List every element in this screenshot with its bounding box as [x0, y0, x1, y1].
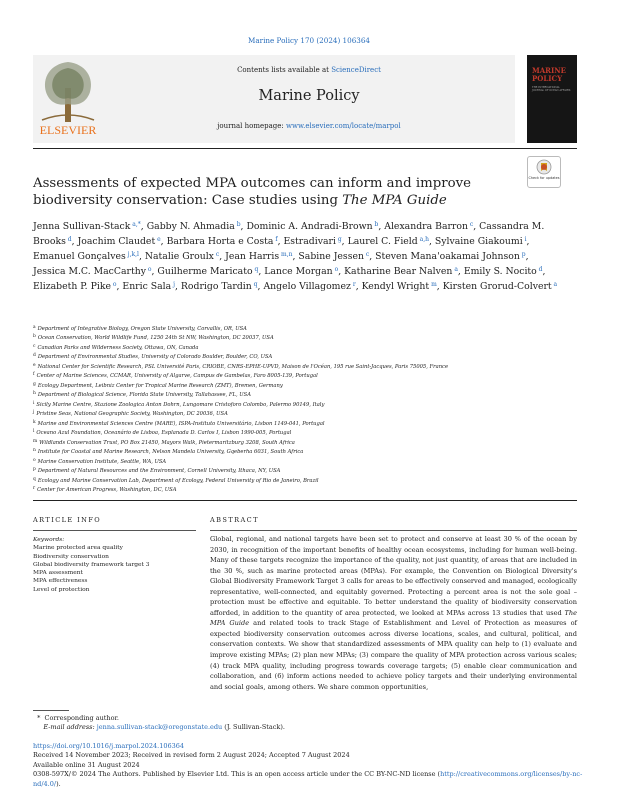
affiliation-label: o — [33, 457, 36, 463]
journal-homepage-line — [0, 122, 618, 130]
author-entry — [298, 251, 369, 262]
license-prefix: 0308-597X/© 2024 The Authors. Published by Elsevier Ltd. This is an open access article under the CC BY-NC-ND license ( — [33, 770, 441, 779]
affiliation-item — [33, 457, 578, 466]
author-affiliation-marker[interactable]: b — [234, 221, 241, 228]
author-affiliation-marker[interactable]: q — [251, 281, 258, 288]
affiliation-item — [33, 447, 578, 456]
author-name[interactable]: Katharine Bear Nalven — [344, 266, 453, 277]
author-name[interactable]: Jean Harris — [225, 251, 280, 262]
author-name[interactable]: Steven Mana'oakamai Johnson — [375, 251, 520, 262]
author-entry — [33, 281, 116, 292]
article-title-main: Assessments of expected MPA outcomes can inform and improve biodiversity conservation: Case studies using — [33, 176, 472, 208]
affiliation-item — [33, 419, 578, 428]
author-affiliation-marker[interactable]: f — [273, 236, 278, 243]
author-affiliation-marker[interactable]: a — [452, 266, 458, 273]
license-link[interactable]: http://creativecommons.org/licenses/by-nc-nd/4.0/ — [33, 770, 583, 788]
footnote-mark: * — [37, 714, 41, 722]
author-list: Jenna Sullivan-Stack $^{a,*}$, Gabby N. Ahmadia $^b$, Dominic A. Andradi-Brown $^b$, Alexandra Barron $^c$, Cassandra M. Brooks $^d$, Joachim Claudet $^e$, Barbara Horta e Costa $^f$, Estradivari $^g$, Laurel C. Field $^{a,h}$, Sylvaine Giakoumi $^i$, Emanuel Gonçalves $^{j,k,l}$, Natalie Groulx $^c$, Jean Harris $^{m,n}$, Sabine Jessen $^c$, Steven Mana'oakamai Johnson $^p$, Jessica M.C. MacCarthy $^o$, Guilherme Maricato $^q$, Lance Morgan $^o$, Katharine Bear Nalven $^a$, Emily S. Nocito $^d$, Elizabeth P. Pike $^o$, Enric Sala $^j$, Rodrigo Tardin $^q$, Angelo Villagomez $^r$, Kendyl Wright $^m$, Kirsten Grorud-Colvert $^a$ — [33, 221, 558, 292]
affiliation-item — [33, 485, 578, 494]
affiliation-text: Wildlands Conservation Trust, PO Box 21450, Mayors Walk, Pietermaritzburg 3208, South Africa — [39, 439, 295, 446]
affiliation-text: National Center for Scientific Research, PSL Université Paris, CRIOBE, CNRS-EPHE-UPVD, Maison de l'Océan, 195 rue Saint-Jacques, Paris 75005, France — [37, 363, 449, 370]
corresponding-label: Corresponding author. — [44, 714, 119, 722]
affiliation-item — [33, 352, 578, 361]
email-suffix: (J. Sullivan-Stack). — [224, 723, 285, 731]
author-name[interactable]: Sabine Jessen — [298, 251, 364, 262]
author-affiliation-marker[interactable]: m,n — [279, 251, 293, 258]
author-affiliation-marker[interactable]: q — [252, 266, 259, 273]
affiliation-label: d — [33, 353, 36, 359]
author-entry — [284, 236, 342, 247]
author-name[interactable]: Kirsten Grorud-Colvert — [442, 281, 552, 292]
affiliation-text: Sicily Marine Centre, Stazione Zoologica Anton Dohrn, Lungomare Cristoforo Colombo, Palermo 90149, Italy — [36, 401, 325, 408]
author-affiliation-marker[interactable]: d — [65, 236, 72, 243]
sciencedirect-link[interactable]: ScienceDirect — [331, 66, 381, 74]
corresponding-author-footnote — [33, 714, 433, 732]
email-label: E-mail address: — [43, 723, 95, 731]
author-affiliation-marker[interactable]: d — [536, 266, 543, 273]
author-entry — [464, 266, 543, 277]
author-affiliation-marker[interactable]: i — [522, 236, 527, 243]
author-entry — [225, 251, 292, 262]
author-entry — [33, 221, 141, 232]
affiliation-text: Department of Natural Resources and the Environment, Cornell University, Ithaca, NY, USA — [37, 468, 281, 475]
affiliation-text: Pristine Seas, National Geographic Society, Washington, DC 20036, USA — [36, 411, 228, 418]
author-entry — [375, 251, 525, 262]
author-entry — [167, 236, 278, 247]
corresponding-email-link[interactable]: jenna.sullivan-stack@oregonstate.edu — [96, 723, 223, 731]
keywords-block — [33, 536, 198, 594]
affiliation-label: q — [33, 476, 36, 482]
author-name[interactable]: Jessica M.C. MacCarthy — [33, 266, 146, 277]
contents-prefix: Contents lists available at — [237, 66, 332, 74]
keyword-item: MPA effectiveness — [33, 578, 88, 585]
author-affiliation-marker[interactable]: b — [372, 221, 379, 228]
author-entry — [435, 236, 527, 247]
abstract-part-2: and related tools to track Stage of Establishment and Level of Protection as measures of expected biodiversity conservation outcomes across diverse locations, scales, and cultural, political, and conservation contexts. We show that standardized assessments of MPA quality can help to (1) evaluate and improve existing MPAs; (2) plan new MPAs; (3) compare the quality of MPA protection across various scales; (4) track MPA quality, including progress towards coverage targets; (5) enable clear communication and collaboration, and (6) inform actions needed to achieve policy targets and their underlying environmental and social goals, among others. We share common opportunities, — [210, 619, 577, 691]
affiliation-text: Department of Integrative Biology, Oregon State University, Corvallis, OR, USA — [37, 326, 247, 332]
received-dates: Received 14 November 2023; Received in revised form 2 August 2024; Accepted 7 August 2024 — [33, 751, 350, 760]
affiliation-text: Center for American Progress, Washington, DC, USA — [37, 487, 177, 494]
affiliation-text: Marine and Environmental Sciences Centre (MARE), ISPA-Instituto Universitário, Lisbon 1149-041, Portugal — [37, 420, 325, 427]
author-affiliation-marker[interactable]: p — [519, 251, 526, 258]
author-entry — [362, 281, 437, 292]
article-info-heading: ARTICLE INFO — [33, 516, 102, 524]
author-name[interactable]: Enric Sala — [122, 281, 172, 292]
available-online-date: Available online 31 August 2024 — [33, 760, 140, 769]
article-title-italic: The MPA Guide — [342, 193, 447, 208]
affiliation-text: Institute for Coastal and Marine Research, Nelson Mandela University, Gqeberha 6031, South Africa — [37, 449, 304, 456]
affiliation-label: f — [33, 372, 35, 378]
author-name[interactable]: Kendyl Wright — [361, 281, 430, 292]
author-name[interactable]: Dominic A. Andradi-Brown — [246, 221, 373, 232]
affiliation-item — [33, 409, 578, 418]
affiliation-item — [33, 466, 578, 475]
doi-link[interactable]: https://doi.org/10.1016/j.marpol.2024.106364 — [33, 742, 185, 750]
author-entry — [78, 236, 161, 247]
affiliation-label: k — [33, 419, 36, 425]
affiliation-label: c — [33, 343, 36, 349]
affiliation-text: Ecology Department, Leibniz Center for Tropical Marine Research (ZMT), Bremen, Germany — [37, 382, 283, 389]
affiliation-item — [33, 428, 578, 437]
author-name[interactable]: Lance Morgan — [264, 266, 333, 277]
author-affiliation-marker[interactable]: a — [551, 281, 558, 288]
author-affiliation-marker[interactable]: o — [145, 266, 152, 273]
author-entry — [264, 266, 338, 277]
contents-available-line — [0, 66, 618, 74]
author-name[interactable]: Joachim Claudet — [77, 236, 156, 247]
author-name[interactable]: Guilherme Maricato — [157, 266, 253, 277]
article-title — [33, 175, 503, 209]
affiliation-text: Canadian Parks and Wilderness Society, Ottawa, ON, Canada — [37, 344, 199, 351]
abstract-italic-1: The MPA Guide — [210, 608, 577, 628]
affiliation-item — [33, 381, 578, 390]
affiliation-label: e — [33, 362, 36, 368]
author-affiliation-marker[interactable]: e — [155, 236, 161, 243]
affiliation-text: Ocean Conservation, World Wildlife Fund, 1250 24th St NW, Washington, DC 20037, USA — [37, 335, 274, 342]
keyword-item: Level of protection — [33, 586, 90, 593]
abstract-heading: ABSTRACT — [210, 516, 259, 524]
author-affiliation-marker[interactable]: a,* — [130, 221, 141, 228]
affiliation-item — [33, 362, 578, 371]
affiliation-item — [33, 333, 578, 342]
author-affiliation-marker[interactable]: o — [332, 266, 339, 273]
author-entry — [443, 281, 557, 292]
abstract-text — [210, 534, 577, 692]
affiliation-item — [33, 400, 578, 409]
keywords-label: Keywords: — [33, 537, 65, 543]
author-name[interactable]: Angelo Villagomez — [263, 281, 351, 292]
author-entry — [157, 266, 258, 277]
author-name[interactable]: Gabby N. Ahmadia — [146, 221, 235, 232]
keyword-item: Global biodiversity framework target 3 — [33, 561, 150, 568]
affiliation-text: Center of Marine Sciences, CCMAR, University of Algarve, Campus de Gambelas, Faro 8005-139, Portugal — [36, 373, 318, 380]
license-suffix: ). — [56, 779, 61, 788]
author-name[interactable]: Emily S. Nocito — [463, 266, 537, 277]
author-name[interactable]: Barbara Horta e Costa — [166, 236, 274, 247]
homepage-prefix: journal homepage: — [217, 122, 287, 130]
author-affiliation-marker[interactable]: g — [335, 236, 342, 243]
affiliation-item — [33, 438, 578, 447]
affiliation-label: i — [33, 400, 35, 406]
keyword-item: Biodiversity conservation — [33, 553, 109, 560]
author-affiliation-marker[interactable]: c — [213, 251, 220, 258]
svg-text:Check for updates: Check for updates — [528, 176, 560, 180]
author-name[interactable]: Natalie Groulx — [144, 251, 214, 262]
author-affiliation-marker[interactable]: j — [171, 281, 175, 288]
author-name[interactable]: Cassandra M. Brooks — [33, 221, 545, 247]
author-name[interactable]: Alexandra Barron — [384, 221, 468, 232]
elsevier-wordmark: ELSEVIER — [39, 123, 97, 137]
check-updates-icon — [528, 157, 560, 187]
affiliation-label: m — [33, 438, 38, 444]
abstract-rule — [210, 530, 577, 531]
affiliation-text: Oceano Azul Foundation, Oceanário de Lisboa, Esplanada D. Carlos I, Lisbon 1990-005, Portugal — [36, 430, 292, 437]
author-name[interactable]: Elizabeth P. Pike — [33, 281, 111, 292]
author-name[interactable]: Sylvaine Giakoumi — [434, 236, 523, 247]
affiliation-list — [33, 324, 578, 495]
author-entry — [348, 236, 429, 247]
author-name[interactable]: Laurel C. Field — [347, 236, 418, 247]
author-name[interactable]: Rodrigo Tardin — [180, 281, 252, 292]
author-name[interactable]: Estradivari — [283, 236, 336, 247]
author-affiliation-marker[interactable]: c — [363, 251, 370, 258]
author-entry — [263, 281, 355, 292]
author-entry — [33, 251, 139, 262]
affiliation-label: b — [33, 334, 36, 340]
affiliation-item — [33, 390, 578, 399]
author-affiliation-marker[interactable]: j,k,l — [125, 251, 139, 258]
affiliation-item — [33, 476, 578, 485]
affiliation-text: Department of Biological Science, Florida State University, Tallahassee, FL, USA — [37, 392, 251, 399]
author-affiliation-marker[interactable]: o — [110, 281, 117, 288]
footnote-rule — [33, 710, 69, 711]
affiliation-text: Department of Environmental Studies, University of Colorado Boulder, Boulder, CO, USA — [37, 354, 273, 361]
article-info-rule — [33, 530, 196, 531]
keyword-list — [33, 544, 198, 594]
affiliation-label: l — [33, 429, 35, 435]
author-entry — [122, 281, 175, 292]
affiliation-divider — [33, 500, 577, 501]
author-entry — [246, 221, 378, 232]
cover-subtitle: THE INTERNATIONAL JOURNAL OF OCEAN AFFAIRS — [532, 86, 571, 92]
cover-title: MARINE POLICY — [532, 66, 567, 83]
affiliation-item — [33, 324, 578, 333]
abstract-part-1: Global, regional, and national targets have been set to protect and conserve at least 30 % of the ocean by 2030, in recognition of the important benefits of healthy ocean ecosystems, including for human well-being. Many of these targets recognize the importance of the quality, not just quantity, of areas that are included in the 30 %, such as marine protected areas (MPAs). For example, the Convention on Biological Diversity's Global Biodiversity Framework Target 3 calls for areas to be effectively conserved and managed, ecologically representative, well-connected, and equitably governed. Protecting a percent area is not the sole goal – protection must be effective and equitable. To better understand the quality of biodiversity conservation afforded, in addition to the quantity of area protected, we looked at MPAs across 13 studies that used — [210, 535, 577, 617]
author-entry — [145, 251, 219, 262]
journal-citation[interactable]: Marine Policy 170 (2024) 106364 — [247, 36, 370, 45]
affiliation-label: a — [33, 325, 36, 330]
affiliation-label: r — [33, 486, 36, 492]
affiliation-label: p — [33, 467, 36, 473]
affiliation-item — [33, 343, 578, 352]
affiliation-text: Marine Conservation Institute, Seattle, WA, USA — [37, 458, 167, 465]
author-affiliation-marker[interactable]: m — [429, 281, 437, 288]
affiliation-item — [33, 371, 578, 380]
author-affiliation-marker[interactable]: a,h — [417, 236, 429, 243]
affiliation-text: Ecology and Marine Conservation Lab, Department of Ecology, Federal University of Rio de Janeiro, Brazil — [37, 477, 319, 484]
author-affiliation-marker[interactable]: c — [467, 221, 474, 228]
keyword-item: MPA assessment — [33, 570, 83, 577]
author-entry — [384, 221, 473, 232]
author-affiliation-marker[interactable]: r — [350, 281, 356, 288]
author-entry — [181, 281, 258, 292]
affiliation-label: h — [33, 391, 36, 397]
keyword-item: Marine protected area quality — [33, 545, 123, 552]
affiliation-label: j — [33, 410, 35, 416]
homepage-link[interactable]: www.elsevier.com/locate/marpol — [286, 122, 401, 130]
author-name[interactable]: Jenna Sullivan-Stack — [33, 221, 131, 232]
author-entry — [147, 221, 241, 232]
affiliation-label: n — [33, 448, 36, 454]
author-entry — [344, 266, 458, 277]
author-entry — [33, 266, 152, 277]
publication-info — [33, 742, 593, 789]
journal-title: Marine Policy — [258, 88, 360, 104]
author-name[interactable]: Emanuel Gonçalves — [33, 251, 126, 262]
header-divider — [33, 148, 577, 149]
check-for-updates-button[interactable] — [527, 156, 561, 188]
affiliation-label: g — [33, 381, 36, 387]
